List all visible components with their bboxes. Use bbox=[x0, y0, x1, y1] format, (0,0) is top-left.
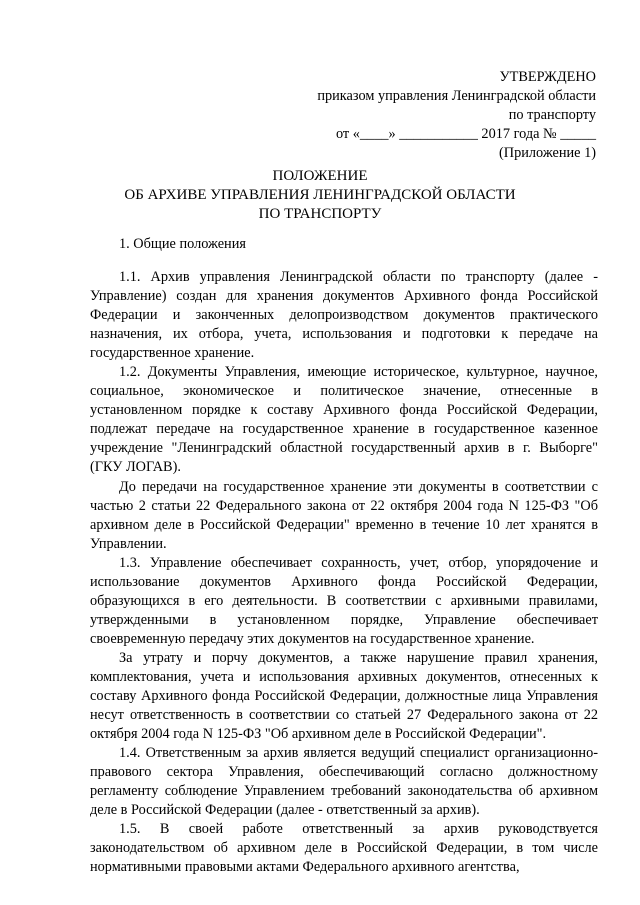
section-heading: 1. Общие положения bbox=[119, 236, 246, 252]
paragraph-1-2-continued: До передачи на государственное хранение эти документы в соответствии с частью 2 статьи 22 Федерального закона от 22 октября 2004 года N 125-ФЗ "Об архивном деле в Российской Федерации" временно в течение 10 лет хранятся в Управлении. bbox=[90, 478, 598, 552]
approval-order: приказом управления Ленинградской области bbox=[317, 88, 596, 104]
approval-date-number: от «____» ___________ 2017 года № _____ bbox=[335, 126, 596, 142]
approval-appendix: (Приложение 1) bbox=[499, 145, 596, 161]
title-line-2: ОБ АРХИВЕ УПРАВЛЕНИЯ ЛЕНИНГРАДСКОЙ ОБЛАСТИ bbox=[124, 187, 516, 203]
approval-status: УТВЕРЖДЕНО bbox=[499, 69, 596, 85]
title-line-3: ПО ТРАНСПОРТУ bbox=[258, 206, 382, 222]
paragraph-1-5: 1.5. В своей работе ответственный за архив руководствуется законодательством об архивном деле в Российской Федерации, в том числе нормативными правовыми актами Федерального архивного агентства, bbox=[90, 821, 598, 876]
document-body bbox=[90, 268, 598, 878]
paragraph-1-1: 1.1. Архив управления Ленинградской области по транспорту (далее - Управление) создан для хранения документов Архивного фонда Российской Федерации и законченных делопроизводством документов практического назначения, их отбора, учета, использования и подготовки к передаче на государственное хранение. bbox=[90, 269, 598, 362]
paragraph-1-3-continued: За утрату и порчу документов, а также нарушение правил хранения, комплектования, учета и использования архивных документов, отнесенных к составу Архивного фонда Российской Федерации, должностные лица Управления несут ответственность в соответствии со статьей 27 Федерального закона от 22 октября 2004 года N 125-ФЗ "Об архивном деле в Российской Федерации". bbox=[90, 649, 598, 743]
paragraph-1-3: 1.3. Управление обеспечивает сохранность, учет, отбор, упорядочение и использование документов Архивного фонда Российской Федерации, образующихся в его деятельности. В соответствии с архивными правилами, утвержденными в установленном порядке, Управление обеспечивает своевременную передачу этих документов на государственное хранение. bbox=[90, 554, 598, 647]
paragraph-1-4: 1.4. Ответственным за архив является ведущий специалист организационно-правового сектора Управления, обеспечивающий согласно должностному регламенту соблюдение Управлением требований законодательства об архивном деле в Российской Федерации (далее - ответственный за архив). bbox=[90, 745, 598, 819]
approval-department: по транспорту bbox=[508, 107, 596, 123]
document-title bbox=[0, 167, 640, 224]
title-line-1: ПОЛОЖЕНИЕ bbox=[272, 168, 368, 184]
paragraph-1-2: 1.2. Документы Управления, имеющие историческое, культурное, научное, социальное, экономическое и политическое значение, отнесенные в установленном порядке к составу Архивного фонда Российской Федерации, подлежат передаче на государственное хранение в государственное казенное учреждение "Ленинградский областной государственный архив в г. Выборге" (ГКУ ЛОГАВ). bbox=[90, 364, 598, 476]
approval-stamp bbox=[317, 68, 596, 163]
